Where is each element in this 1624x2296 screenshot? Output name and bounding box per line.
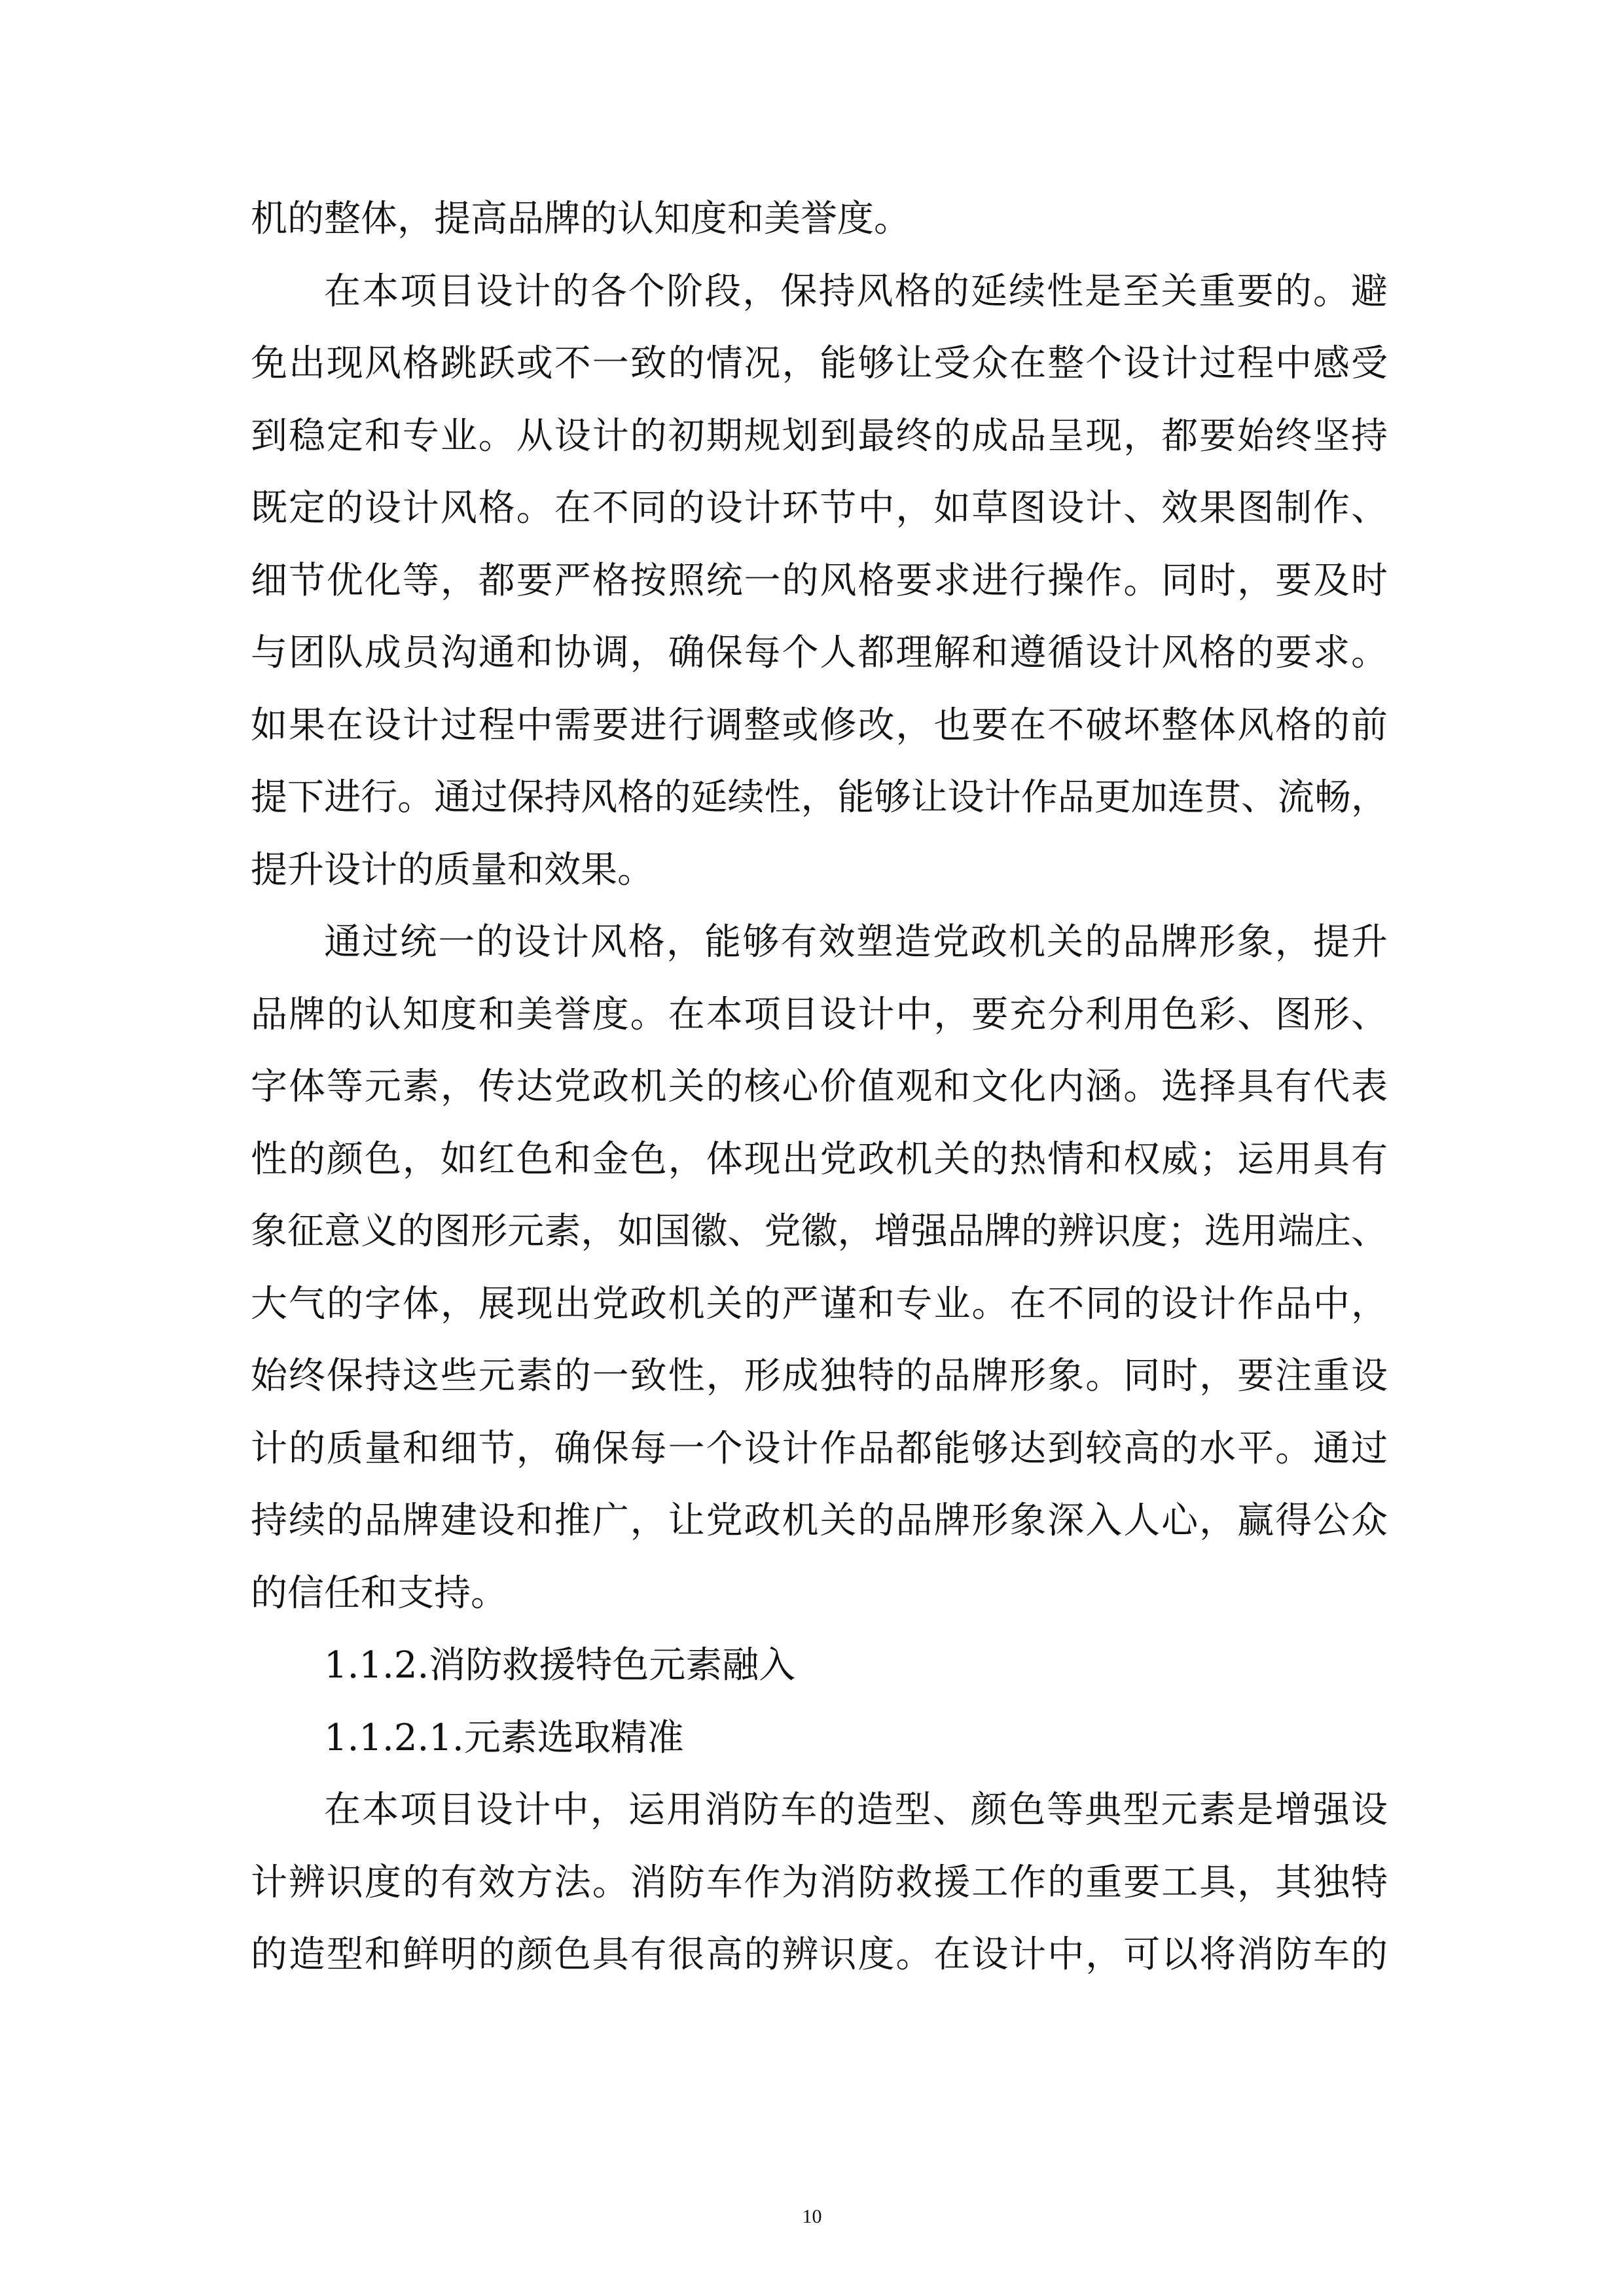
text-line: 与团队成员沟通和协调，确保每个人都理解和遵循设计风格的要求。: [251, 632, 1388, 674]
paragraph: [251, 1787, 1388, 2005]
text-line: 大气的字体，展现出党政机关的严谨和专业。在不同的设计作品中，: [251, 1282, 1388, 1325]
paragraph: [251, 920, 1388, 1643]
text-line: 的造型和鲜明的颜色具有很高的辨识度。在设计中，可以将消防车的: [251, 1933, 1388, 1976]
text-line: 始终保持这些元素的一致性，形成独特的品牌形象。同时，要注重设: [251, 1355, 1388, 1397]
text-line: 1.1.2.消防救援特色元素融入: [324, 1644, 796, 1687]
text-line: 提下进行。通过保持风格的延续性，能够让设计作品更加连贯、流畅，: [251, 776, 1388, 819]
text-line: 性的颜色，如红色和金色，体现出党政机关的热情和权威；运用具有: [251, 1138, 1388, 1181]
paragraph: [251, 269, 1388, 920]
text-line: 机的整体，提高品牌的认知度和美誉度。: [251, 198, 911, 240]
text-line: 计的质量和细节，确保每一个设计作品都能够达到较高的水平。通过: [251, 1427, 1388, 1470]
text-line: 1.1.2.1.元素选取精准: [324, 1716, 684, 1759]
paragraph: [251, 1715, 1388, 1788]
paragraph: [251, 1643, 1388, 1715]
text-line: 象征意义的图形元素，如国徽、党徽，增强品牌的辨识度；选用端庄、: [251, 1210, 1388, 1253]
text-line: 通过统一的设计风格，能够有效塑造党政机关的品牌形象，提升: [324, 921, 1388, 963]
text-line: 如果在设计过程中需要进行调整或修改，也要在不破坏整体风格的前: [251, 704, 1388, 747]
text-line: 字体等元素，传达党政机关的核心价值观和文化内涵。选择具有代表: [251, 1066, 1388, 1108]
text-line: 到稳定和专业。从设计的初期规划到最终的成品呈现，都要始终坚持: [251, 414, 1388, 457]
text-line: 在本项目设计中，运用消防车的造型、颜色等典型元素是增强设: [324, 1789, 1388, 1831]
text-line: 既定的设计风格。在不同的设计环节中，如草图设计、效果图制作、: [251, 487, 1388, 529]
text-line: 品牌的认知度和美誉度。在本项目设计中，要充分利用色彩、图形、: [251, 993, 1388, 1036]
text-line: 计辨识度的有效方法。消防车作为消防救援工作的重要工具，其独特: [251, 1861, 1388, 1904]
text-line: 持续的品牌建设和推广，让党政机关的品牌形象深入人心，赢得公众: [251, 1499, 1388, 1542]
document-body: [251, 196, 1388, 2005]
text-line: 提升设计的质量和效果。: [251, 848, 654, 891]
text-line: 在本项目设计的各个阶段，保持风格的延续性是至关重要的。避: [324, 270, 1388, 313]
text-line: 的信任和支持。: [251, 1571, 507, 1615]
text-line: 细节优化等，都要严格按照统一的风格要求进行操作。同时，要及时: [251, 559, 1388, 602]
text-line: 免出现风格跳跃或不一致的情况，能够让受众在整个设计过程中感受: [251, 342, 1388, 385]
page-number: 10: [802, 2206, 822, 2227]
paragraph: [251, 196, 1388, 269]
